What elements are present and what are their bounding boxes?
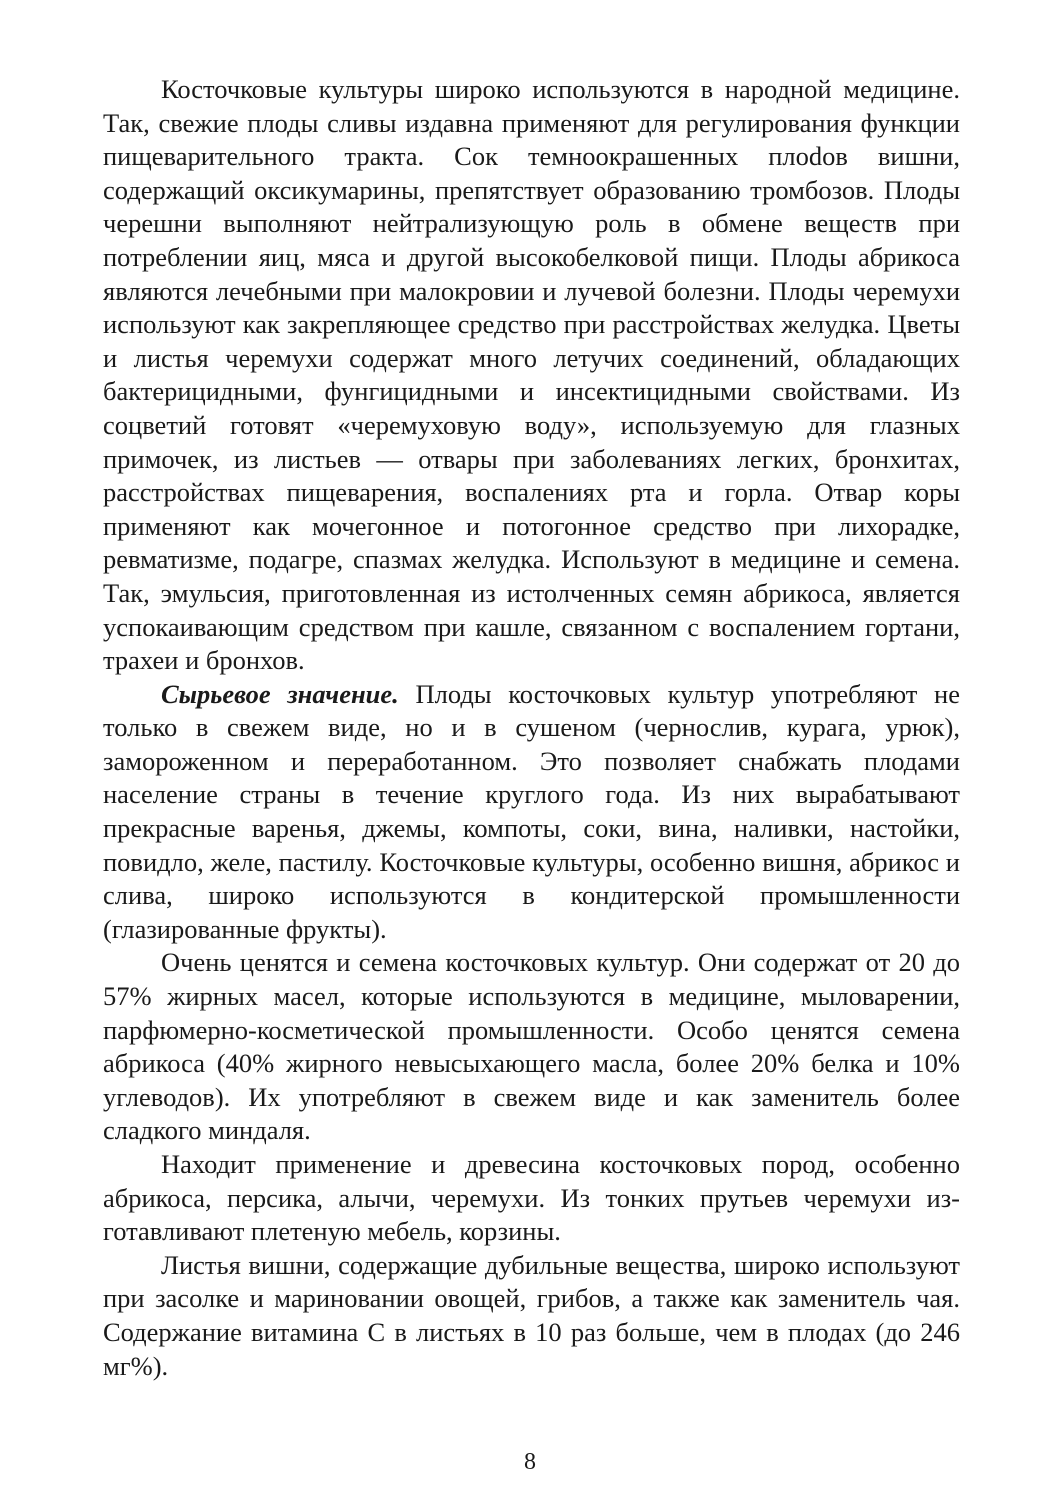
body-text [103,73,960,1383]
page-number: 8 [524,1449,536,1475]
paragraph-lead-heading: Сырьевое значение. [161,678,399,709]
paragraph-seeds [103,946,960,1148]
paragraph-text: Листья вишни, содержащие дубильные вещества, широко используют при засолке и мариновании овощей, грибов, а также как заменитель чая. Содержание витамина С в листьях в 10 раз больше, чем в плодах (до 246 мг%). [103,1249,960,1381]
paragraph-raw-material-value [103,678,960,947]
paragraph-wood [103,1148,960,1249]
paragraph-cherry-leaves [103,1249,960,1383]
paragraph-folk-medicine [103,73,960,678]
paragraph-text: Очень ценятся и семена косточковых культур. Они содержат от 20 до 57% жирных масел, которые используются в медицине, мыловарении, парфюмерно-косметической промышленности. Особо ценятся семена абрикоса (40% жирного невысыхающего масла, более 20% белка и 10% углеводов). Их употребляют в свежем виде и как заменитель более сладкого миндаля. [103,947,960,1146]
paragraph-text: Косточковые культуры широко используются в народной медицине. Так, свежие плоды сливы издавна применяют для регулирования функции пищеварительного тракта. Сок темноокрашенных плоdов вишни, содержащий оксикумарины, препятствует образованию тромбозов. Плоды черешни выполняют нейтрализующую роль в обмене веществ при потреблении яиц, мяса и другой высокобелковой пищи. Плоды абрикоса являются лечебными при малокровии и лучевой болезни. Плоды черемухи используют как закрепляющее средство при расстройствах желудка. Цветы и листья черемухи содержат много летучих соединений, обладающих бактерицидными, фунгицидными и инсектицидными свойствами. Из соцветий готовят «черемуховую воду», используемую для глазных примочек, из листьев — отвары при заболеваниях легких, бронхитах, расстройствах пищеварения, воспалениях рта и горла. Отвар коры применяют как мочегонное и потогонное средство при лихорадке, ревматизме, подагре, спазмах желудка. Используют в медицине и семена. Так, эмульсия, приготовленная из истолченных семян абрикоса, является успокаивающим средством при кашле, связанном с воспалением гортани, трахеи и бронхов. [103,74,960,676]
paragraph-text: Плоды косточковых культур употребляют не только в свежем виде, но и в сушеном (чернослив, курага, урюк), замороженном и переработанном. Это позволяет снабжать плодами население страны в течение круглого года. Из них вырабатывают прекрасные варенья, джемы, компоты, соки, вина, наливки, настойки, повидло, желе, пастилу. Косточковые культуры, особенно вишня, абрикос и слива, широко используются в кондитерской промышленности (глазированные фрукты). [103,678,960,944]
paragraph-text: Находит применение и древесина косточковых пород, особенно абрикоса, персика, алычи, черемухи. Из тонких прутьев черемухи изготавливают плетеную мебель, корзины. [103,1149,960,1247]
